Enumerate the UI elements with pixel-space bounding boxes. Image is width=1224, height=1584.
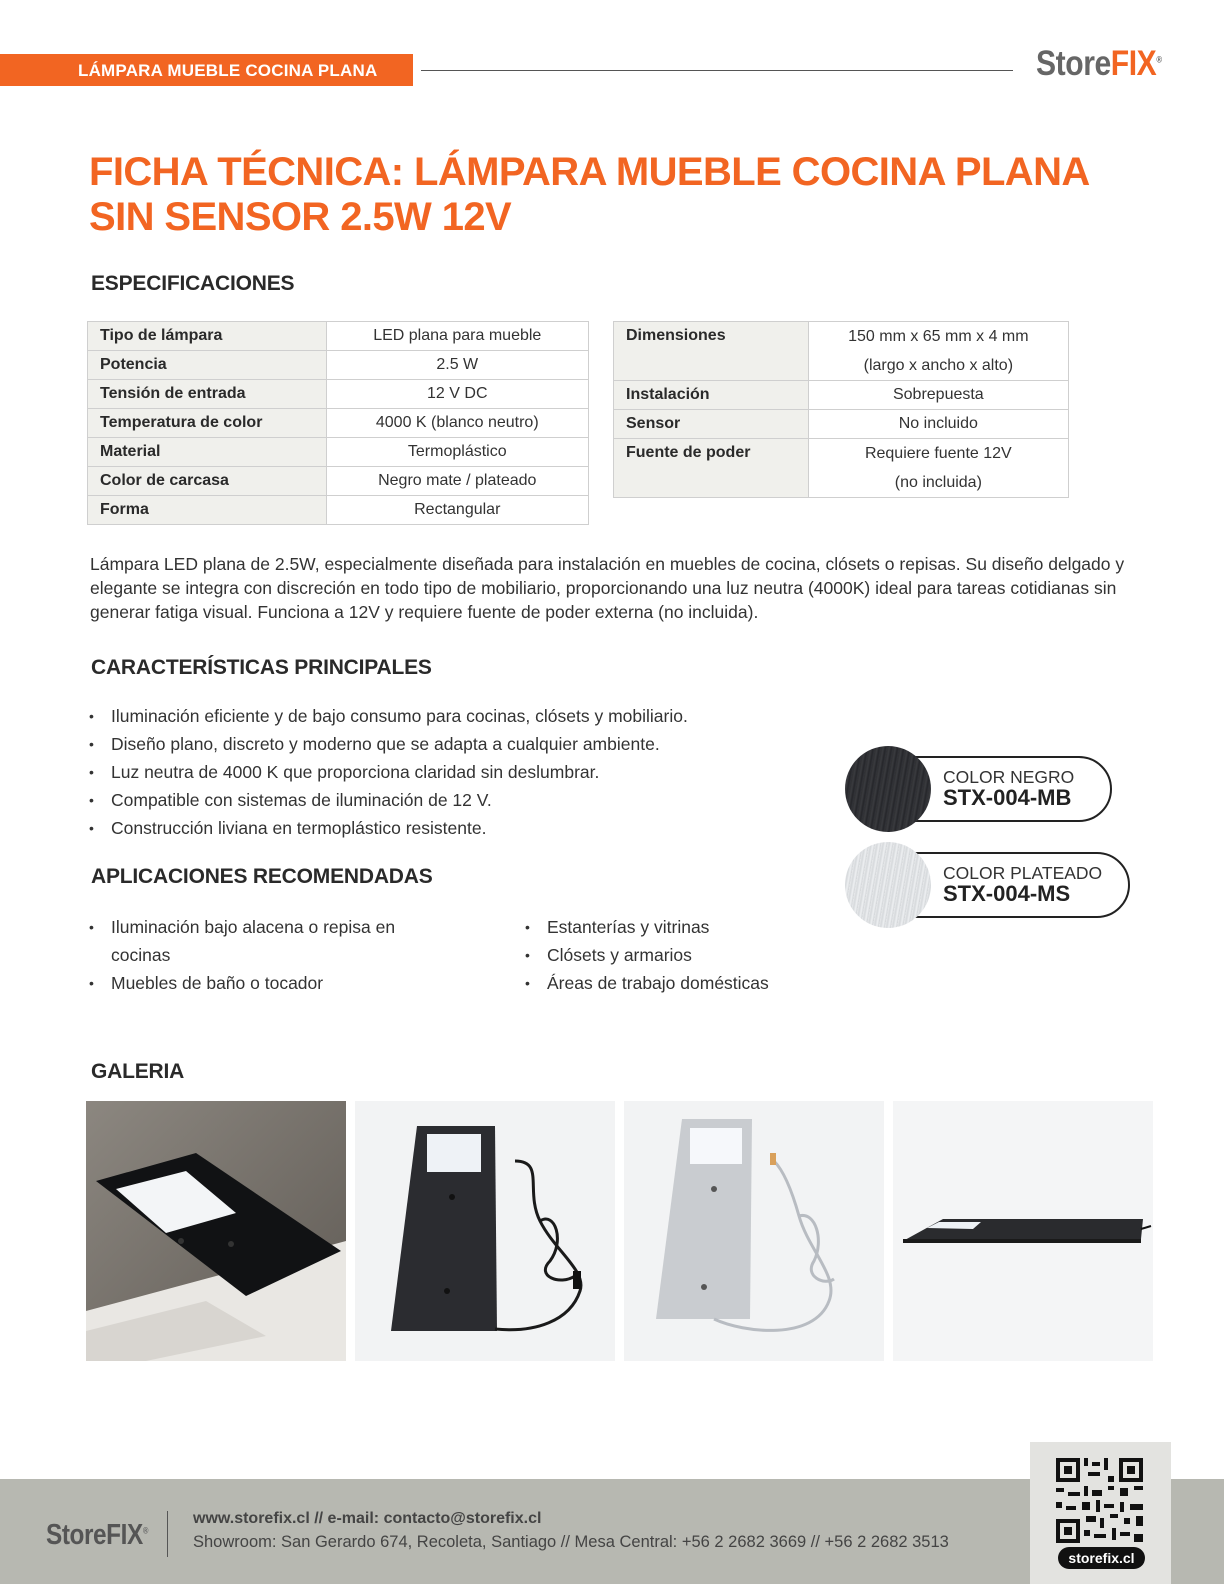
page-title: [89, 150, 1189, 240]
list-item: • Luz neutra de 4000 K que proporciona claridad sin deslumbrar.: [89, 758, 809, 786]
list-item: • Construcción liviana en termoplástico resistente.: [89, 814, 809, 842]
spec-row: Instalación Sobrepuesta: [614, 381, 1069, 410]
specs-heading: ESPECIFICACIONES: [91, 272, 295, 295]
features-list: [89, 702, 809, 842]
qr-label: storefix.cl: [1058, 1547, 1145, 1569]
list-item: • Diseño plano, discreto y moderno que se adapta a cualquier ambiente.: [89, 730, 809, 758]
color-option-label: COLOR PLATEADO: [943, 863, 1103, 883]
applications-list-col1: [89, 913, 429, 997]
gallery-heading: GALERIA: [91, 1060, 185, 1083]
spec-table-right: [613, 321, 1069, 498]
product-description: Lámpara LED plana de 2.5W, especialmente diseñada para instalación en muebles de cocina, clósets o repisas. Su diseño delgado y elegante se integra con discreción en todo tipo de mobiliario, proporcionando una luz neutra (4000K) ideal para tareas cotidianas sin generar fatiga visual. Funciona a 12V y requiere fuente de poder externa (no incluida).: [90, 554, 1125, 622]
gallery-image-3: [624, 1101, 884, 1361]
list-item: • Iluminación bajo alacena o repisa en cocinas: [89, 913, 429, 969]
list-item: • Clósets y armarios: [525, 941, 825, 969]
list-item: • Muebles de baño o tocador: [89, 969, 429, 997]
spec-row: Temperatura de color 4000 K (blanco neutro): [88, 409, 589, 438]
page-title-line-1: FICHA TÉCNICA: LÁMPARA MUEBLE COCINA PLANA: [89, 150, 1090, 194]
page-title-line-2: SIN SENSOR 2.5W 12V: [89, 195, 512, 239]
spec-row: Tensión de entrada 12 V DC: [88, 380, 589, 409]
section-tag: [0, 54, 413, 86]
silver-swatch: [845, 842, 931, 928]
footer-storefix-logo: StoreFIX®: [46, 1519, 148, 1551]
spec-row: Fuente de poder Requiere fuente 12V (no incluida): [614, 439, 1069, 498]
header-divider: [421, 70, 1013, 71]
spec-row: Dimensiones 150 mm x 65 mm x 4 mm (largo x ancho x alto): [614, 322, 1069, 381]
black-swatch: [845, 746, 931, 832]
footer-contact[interactable]: www.storefix.cl // e-mail: contacto@storefix.cl: [193, 1510, 542, 1527]
list-item: • Iluminación eficiente y de bajo consumo para cocinas, clósets y mobiliario.: [89, 702, 809, 730]
footer-divider: [167, 1511, 168, 1557]
color-option-code: STX-004-MS: [943, 881, 1071, 906]
applications-heading: APLICACIONES RECOMENDADAS: [91, 865, 433, 888]
footer-address: Showroom: San Gerardo 674, Recoleta, Santiago // Mesa Central: +56 2 2682 3669 // +56 2 2682 3513: [193, 1533, 949, 1551]
section-tag-label: LÁMPARA MUEBLE COCINA PLANA: [78, 61, 378, 80]
spec-row: Material Termoplástico: [88, 438, 589, 467]
spec-row: Sensor No incluido: [614, 410, 1069, 439]
gallery-image-4: [893, 1101, 1153, 1361]
applications-list-col2: [525, 913, 825, 997]
spec-table-left: [87, 321, 589, 525]
list-item: • Estanterías y vitrinas: [525, 913, 825, 941]
color-option-code: STX-004-MB: [943, 785, 1072, 810]
features-heading: CARACTERÍSTICAS PRINCIPALES: [91, 656, 432, 679]
spec-row: Potencia 2.5 W: [88, 351, 589, 380]
gallery-image-1: [86, 1101, 346, 1361]
gallery-image-2: [355, 1101, 615, 1361]
spec-row: Tipo de lámpara LED plana para mueble: [88, 322, 589, 351]
color-option-label: COLOR NEGRO: [943, 767, 1075, 787]
spec-row: Forma Rectangular: [88, 496, 589, 525]
list-item: • Áreas de trabajo domésticas: [525, 969, 825, 997]
storefix-logo: StoreFIX®: [1036, 44, 1162, 83]
list-item: • Compatible con sistemas de iluminación de 12 V.: [89, 786, 809, 814]
spec-row: Color de carcasa Negro mate / plateado: [88, 467, 589, 496]
